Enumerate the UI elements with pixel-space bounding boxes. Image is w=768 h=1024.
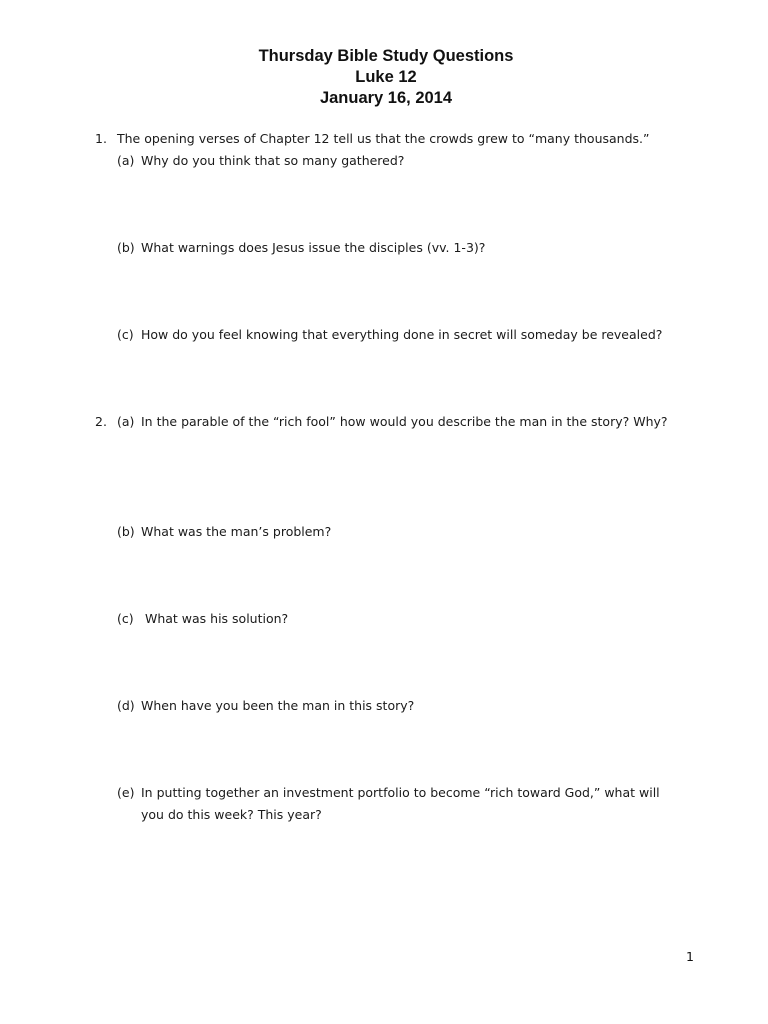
document-title: Thursday Bible Study Questions	[258, 47, 514, 65]
question-2e-text: In putting together an investment portfolio to become “rich toward God,” what will you do this week? This year?	[141, 785, 660, 822]
question-1a-text: Why do you think that so many gathered?	[141, 153, 405, 168]
question-1c-text: How do you feel knowing that everything done in secret will someday be revealed?	[141, 327, 663, 342]
question-2e-label: (e)	[117, 785, 135, 800]
document-subtitle: Luke 12	[355, 68, 417, 86]
question-2d-text: When have you been the man in this story?	[141, 698, 415, 713]
question-2a-text: In the parable of the “rich fool” how would you describe the man in the story? Why?	[141, 414, 668, 429]
question-1-number: 1.	[95, 131, 107, 146]
question-2-number: 2.	[95, 414, 107, 429]
question-2d-label: (d)	[117, 698, 135, 713]
question-1a-label: (a)	[117, 153, 135, 168]
question-1b-label: (b)	[117, 240, 135, 255]
question-1c-label: (c)	[117, 327, 134, 342]
question-2b-text: What was the man’s problem?	[141, 524, 332, 539]
question-2e	[0, 782, 768, 832]
question-2a-label: (a)	[117, 414, 135, 429]
document-header	[0, 46, 768, 109]
question-2c-label: (c)	[117, 611, 134, 626]
question-2c-text: What was his solution?	[141, 611, 289, 626]
question-1b-text: What warnings does Jesus issue the disciples (vv. 1-3)?	[141, 240, 486, 255]
document-date: January 16, 2014	[319, 89, 453, 107]
page-number: 1	[686, 949, 694, 964]
question-2b-label: (b)	[117, 524, 135, 539]
question-1-intro: The opening verses of Chapter 12 tell us that the crowds grew to “many thousands.”	[117, 131, 650, 146]
